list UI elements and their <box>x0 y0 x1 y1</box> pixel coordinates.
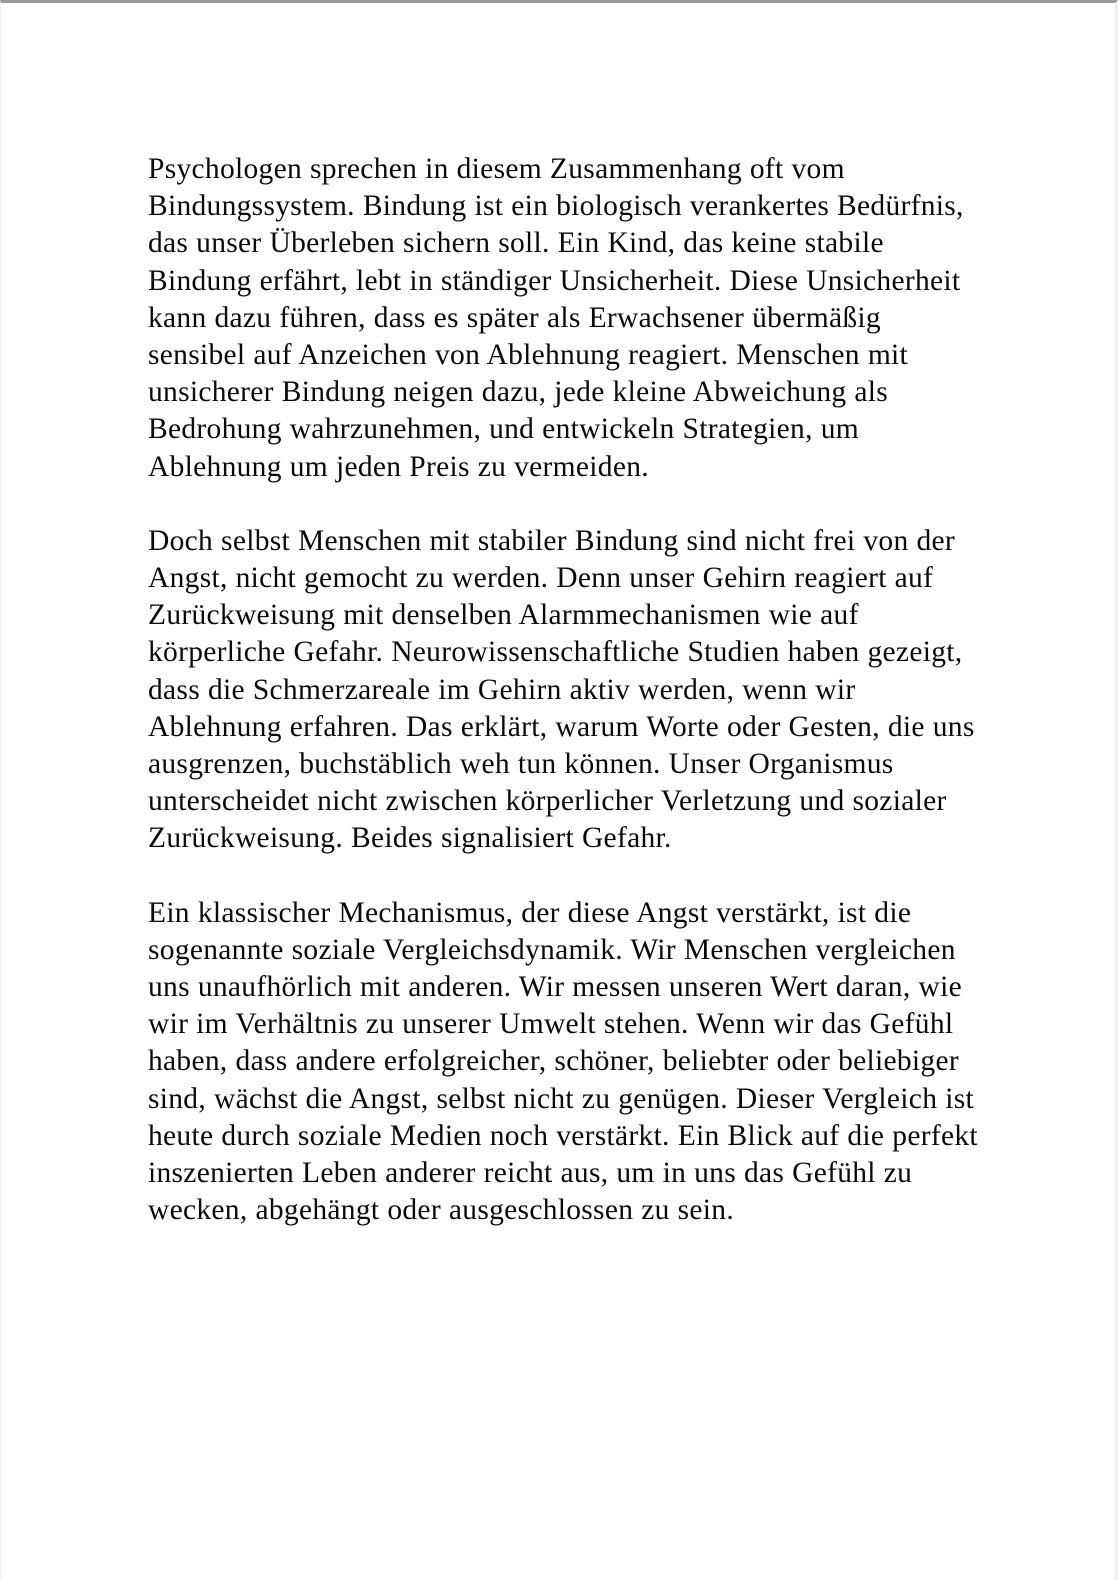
paragraph-3: Ein klassischer Mechanismus, der diese Angst verstärkt, ist die sogenannte soziale Vergleichsdynamik. Wir Menschen vergleichen uns unaufhörlich mit anderen. Wir messen unseren Wert daran, wie wir im Verhältnis zu unserer Umwelt stehen. Wenn wir das Gefühl haben, dass andere erfolgreicher, schöner, beliebter oder beliebiger sind, wächst die Angst, selbst nicht zu genügen. Dieser Vergleich ist heute durch soziale Medien noch verstärkt. Ein Blick auf die perfekt inszenierten Leben anderer reicht aus, um in uns das Gefühl zu wecken, abgehängt oder ausgeschlossen zu sein. <box>148 896 978 1227</box>
document-text-body <box>148 151 978 1229</box>
paragraph-2: Doch selbst Menschen mit stabiler Bindung sind nicht frei von der Angst, nicht gemocht zu werden. Denn unser Gehirn reagiert auf Zurückweisung mit denselben Alarmmechanismen wie auf körperliche Gefahr. Neurowissenschaftliche Studien haben gezeigt, dass die Schmerzareale im Gehirn aktiv werden, wenn wir Ablehnung erfahren. Das erklärt, warum Worte oder Gesten, die uns ausgrenzen, buchstäblich weh tun können. Unser Organismus unterscheidet nicht zwischen körperlicher Verletzung und sozialer Zurückweisung. Beides signalisiert Gefahr. <box>148 524 975 855</box>
paragraph-1: Psychologen sprechen in diesem Zusammenhang oft vom Bindungssystem. Bindung ist ein biologisch verankertes Bedürfnis, das unser Überleben sichern soll. Ein Kind, das keine stabile Bindung erfährt, lebt in ständiger Unsicherheit. Diese Unsicherheit kann dazu führen, dass es später als Erwachsener übermäßig sensibel auf Anzeichen von Ablehnung reagiert. Menschen mit unsicherer Bindung neigen dazu, jede kleine Abweichung als Bedrohung wahrzunehmen, und entwickeln Strategien, um Ablehnung um jeden Preis zu vermeiden. <box>148 153 964 483</box>
